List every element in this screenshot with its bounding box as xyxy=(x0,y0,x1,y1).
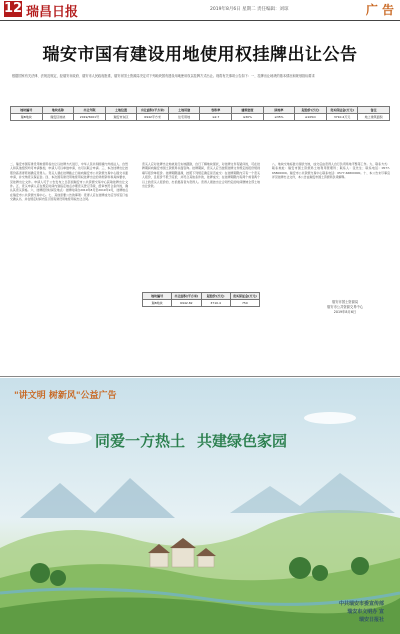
issue-info: 2019年8月6日 星期二 责任编辑：刘琼 xyxy=(210,7,289,12)
issue-date: 2019年8月6日 xyxy=(333,310,357,314)
sponsor-line-3: 瑞安日报社 xyxy=(358,617,384,623)
land-info-table xyxy=(10,106,390,121)
table-cell: 瑞B地块 xyxy=(11,114,43,121)
issuer-signature xyxy=(300,300,390,315)
table-header-cell: 地块编号 xyxy=(11,107,43,114)
table-cell: 瑞B地块 xyxy=(143,300,172,307)
table-header-row xyxy=(11,107,390,114)
table-cell: 750 xyxy=(230,300,259,307)
table-cell: 3710.4 xyxy=(201,300,230,307)
article-column-1: 二、瑞安市国有建设用地使用权出让以挂牌方式进行，中华人民共和国境内外的法人、自然人和其他组织均可申请参加，申请人可以单独申请，也可以联合申请。三、本次挂牌出让按照价高者得原则确定竞得人。竞买人须在挂牌截止日前向瑞安市公共资源交易中心提交书面申请，并交纳竞买保证金。四、本次国有建设用地使用权挂牌出让的详细资料和具体要求，见挂牌出让文件。申请人可于公告发布之日起到瑞安市公共资源交易中心获取挂牌出让文件。五、竞买申请人应在规定时间内到指定地点办理竞买登记手续，经审核符合条件的，确认其竞买资格。六、挂牌报价时间及地点：挂牌时间自2019年8月至2019年9月，挂牌地点在瑞安市公共资源交易中心。七、其他需要公告的事项：竞得人应在挂牌成交后当场签订成交确认书，并在规定时间内签订国有建设用地使用权出让合同。 xyxy=(10,162,128,202)
sponsor-line-1: 中共瑞安市委宣传部 xyxy=(338,601,384,607)
table-cell: 瑞安市东区 xyxy=(105,114,137,121)
table-header-cell: 土地用途 xyxy=(168,107,200,114)
table-header-cell: 地块编号 xyxy=(143,293,172,300)
table-header-cell: 备注 xyxy=(358,107,390,114)
issuer-name: 瑞安市国土资源局 xyxy=(331,300,359,304)
table-header-cell: 起始价(万元) xyxy=(201,293,230,300)
table-cell: 6942平方米 xyxy=(137,114,169,121)
page-number: 12 xyxy=(4,1,23,16)
table-header-cell: 竞买保证金(万元) xyxy=(230,293,259,300)
table-cell: ≥35% xyxy=(263,114,295,121)
slogan-left: 同爱一方热土 xyxy=(95,432,186,450)
table-cell: ≤2.7 xyxy=(200,114,232,121)
page-header xyxy=(0,0,400,21)
table-cell: 地上建筑面积 xyxy=(358,114,390,121)
issuer-center: 瑞安市公共资源交易中心 xyxy=(326,305,364,309)
sponsor-line-2: 瑞安市文明办 宣 xyxy=(347,609,384,615)
table-header-row xyxy=(143,293,260,300)
table-header-cell: 土地位置 xyxy=(105,107,137,114)
table-header-cell: 出让年限 xyxy=(74,107,106,114)
section-name: 广 告 xyxy=(365,3,394,17)
landscape-illustration xyxy=(0,378,400,634)
section-divider xyxy=(0,376,400,377)
article-column-2: 竞买人应对挂牌出让地块进行实地踏勘，自行了解地块现状，对挂牌文件有疑问的，可在挂牌期间向瑞安市国土资源局书面咨询。挂牌期间，竞买人应当按照挂牌文件规定的报价规则填写报价单报价。挂牌期限届满，按照下列规定确定是否成交：在挂牌期限内只有一个竞买人报价，且报价不低于底价，并符合其他条件的，挂牌成交；在挂牌期限内有两个或者两个以上的竞买人报价的，出价最高者为竞得人。竞得人须按出让合同约定的时间缴纳全部土地出让价款。 xyxy=(142,162,260,189)
table-cell: 瑞安区地块 xyxy=(42,114,74,121)
headline: 瑞安市国有建设用地使用权挂牌出让公告 xyxy=(42,45,358,65)
table-cell: ≥105m xyxy=(295,114,327,121)
table-header-cell: 绿地率 xyxy=(263,107,295,114)
public-service-ad xyxy=(0,378,400,634)
table-cell: 3710.4万元 xyxy=(326,114,358,121)
paper-name: 瑞昌日报 xyxy=(26,5,79,20)
slogan-right: 共建绿色家园 xyxy=(197,432,288,450)
table-header-cell: 地块名称 xyxy=(42,107,74,114)
ad-slogan xyxy=(95,430,287,451)
intro-paragraph: 根据国家有关法律、法规及规定，经瑞安市政府、瑞安市人民政府批准，瑞安市国土资源局决定对下列地块国有建设用地使用权以挂牌方式出让。现将有关事项公告如下：一、挂牌出让地块的基本情况和规划指标要求 xyxy=(12,74,315,78)
ad-column-title: "讲文明 树新风"公益广告 xyxy=(14,391,117,401)
table-row xyxy=(11,114,390,121)
price-table xyxy=(142,292,260,307)
table-header-cell: 出让面积(平方米) xyxy=(137,107,169,114)
table-cell: ≤30% xyxy=(232,114,264,121)
table-row xyxy=(143,300,260,307)
table-cell: 2019/5001号 xyxy=(74,114,106,121)
table-header-cell: 竞买保证金(万元) xyxy=(326,107,358,114)
article-column-3: 八、地块交地标准为现状交地，成交后由竞得人自行负责场地平整等工作。九、联系方式：联系地址：瑞安市国土资源局土地利用管理科；联系人：张先生；联系电话：0577-65800000。瑞安市公共资源交易中心联系电话：0577-66800000。十、本公告未尽事宜详见挂牌出让文件，本公告由瑞安市国土资源局负责解释。 xyxy=(272,162,390,180)
table-cell: 6942.82 xyxy=(172,300,201,307)
table-cell: 住宅用地 xyxy=(168,114,200,121)
table-header-cell: 容积率 xyxy=(200,107,232,114)
ad-sponsors xyxy=(339,600,384,624)
table-header-cell: 出让面积(平方米) xyxy=(172,293,201,300)
table-header-cell: 建筑密度 xyxy=(232,107,264,114)
table-header-cell: 起始价(万元) xyxy=(295,107,327,114)
